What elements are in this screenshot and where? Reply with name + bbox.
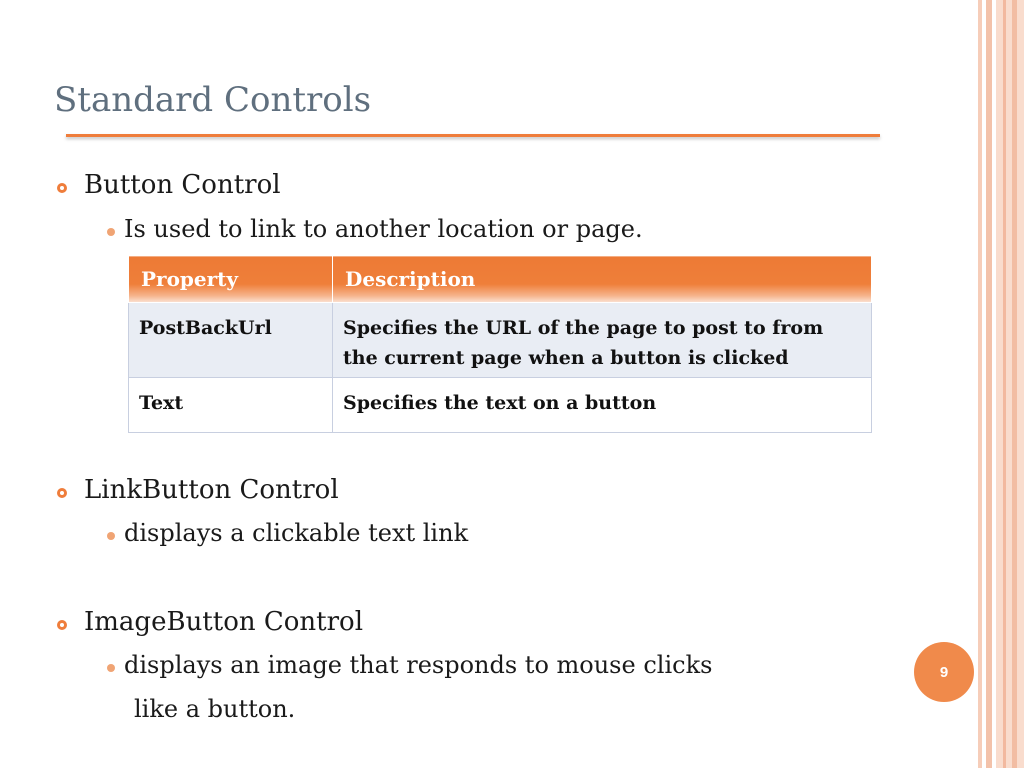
page-number-badge: 9 xyxy=(914,642,974,702)
table-row xyxy=(129,303,872,378)
table-cell-property: PostBackUrl xyxy=(129,303,333,378)
slide-title: Standard Controls xyxy=(54,80,372,120)
table-cell-property: Text xyxy=(129,378,333,433)
filled-circle-bullet-icon xyxy=(107,664,115,672)
table-header-property: Property xyxy=(129,256,333,303)
decorative-stripe xyxy=(986,0,992,768)
section-heading-imagebutton-control: ImageButton Control xyxy=(84,607,364,637)
bullet-text: displays a clickable text link xyxy=(124,519,469,547)
decorative-stripe xyxy=(1012,0,1017,768)
decorative-stripe xyxy=(1003,0,1006,768)
section-heading-linkbutton-control: LinkButton Control xyxy=(84,475,339,505)
filled-circle-bullet-icon xyxy=(107,532,115,540)
hollow-circle-bullet-icon xyxy=(57,620,67,630)
table-cell-description: Specifies the text on a button xyxy=(333,378,872,433)
filled-circle-bullet-icon xyxy=(107,228,115,236)
bullet-text: Is used to link to another location or page. xyxy=(124,215,643,243)
decorative-stripe xyxy=(996,0,1024,768)
table-cell-description: Specifies the URL of the page to post to from the current page when a button is clicked xyxy=(333,303,872,378)
section-heading-button-control: Button Control xyxy=(84,170,281,200)
properties-table xyxy=(128,255,872,433)
bullet-text-continuation: like a button. xyxy=(134,695,296,723)
hollow-circle-bullet-icon xyxy=(57,488,67,498)
hollow-circle-bullet-icon xyxy=(57,183,67,193)
table-row xyxy=(129,378,872,433)
table-header-row xyxy=(129,256,872,303)
table-header-description: Description xyxy=(333,256,872,303)
title-underline xyxy=(66,134,880,137)
bullet-text: displays an image that responds to mouse clicks xyxy=(124,651,713,679)
decorative-stripe xyxy=(978,0,982,768)
